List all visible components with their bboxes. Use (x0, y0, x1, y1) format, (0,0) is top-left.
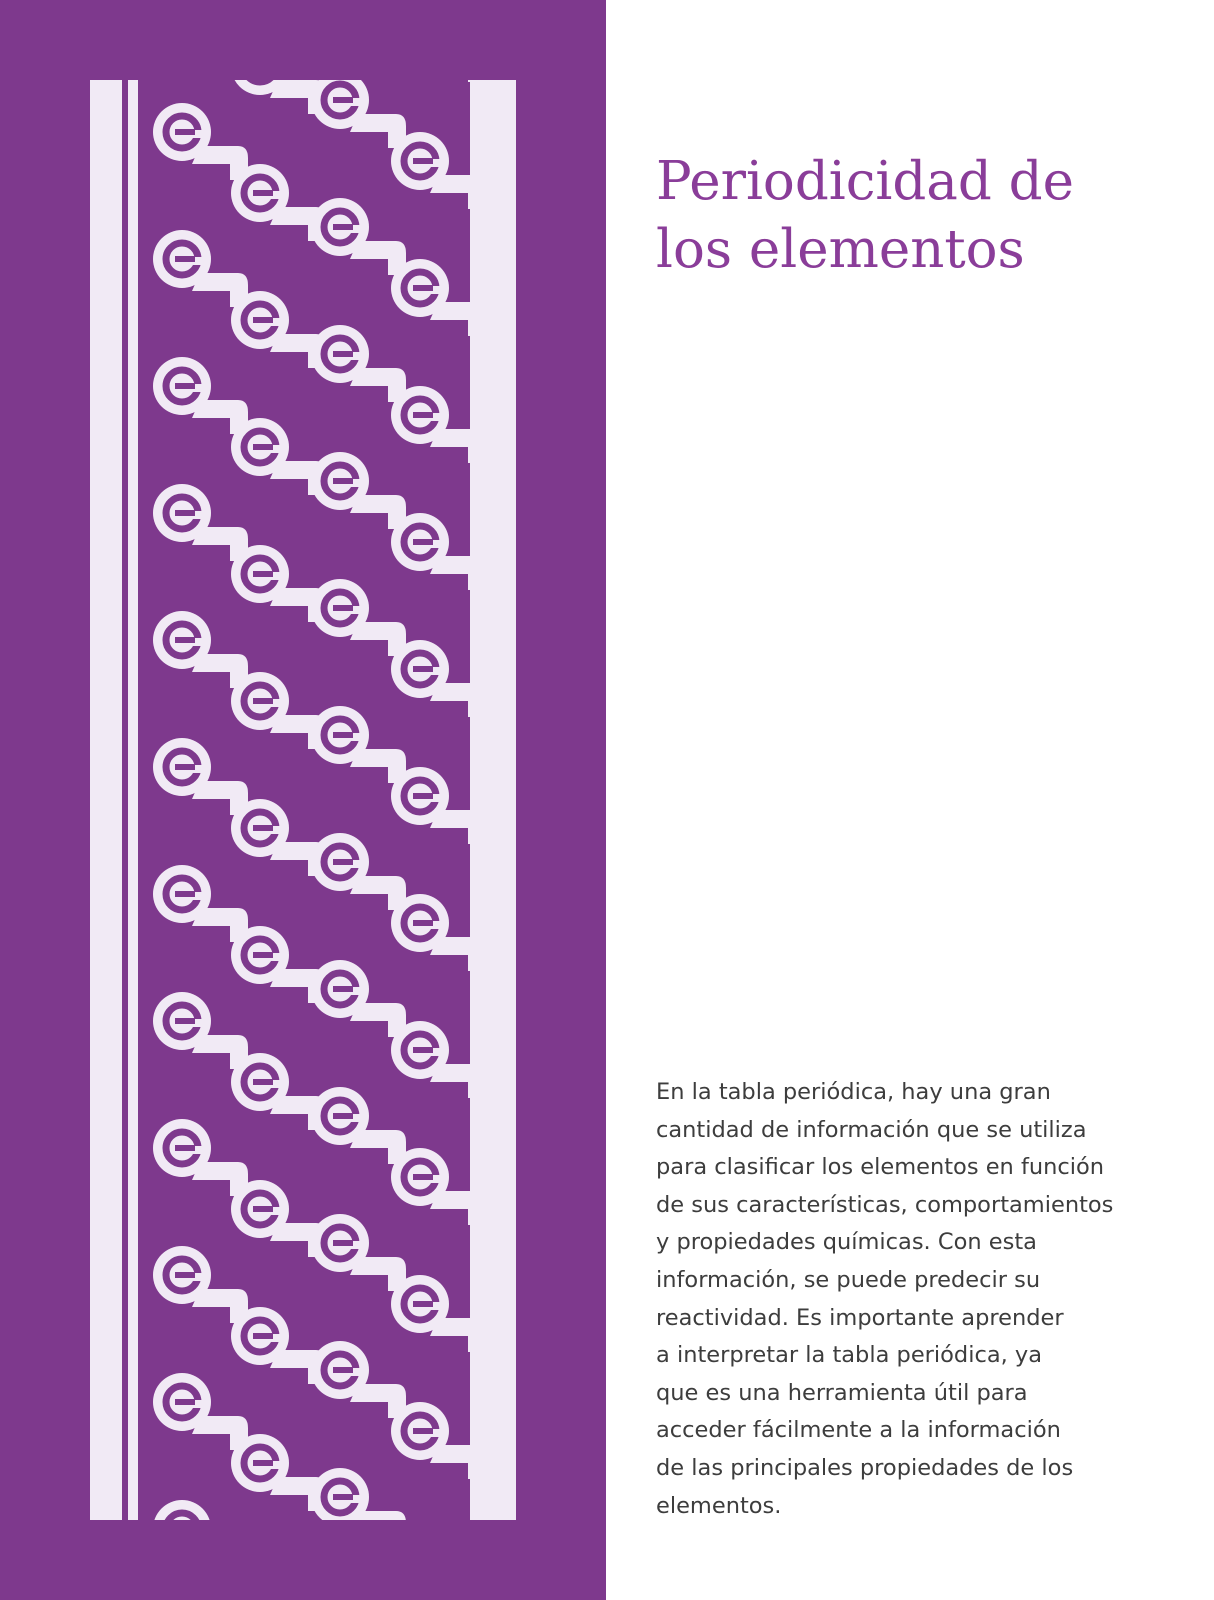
body-line: cantidad de información que se utiliza (656, 1116, 1087, 1143)
body-line: para clasificar los elementos en función (656, 1154, 1105, 1181)
body-line: acceder fácilmente a la información (656, 1417, 1061, 1444)
spiral-motif (311, 833, 406, 910)
spiral-fret-pattern (0, 0, 606, 1600)
body-line: a interpretar la tabla periódica, ya (656, 1342, 1043, 1369)
spiral-motif (153, 1119, 248, 1196)
spiral-motif (153, 103, 248, 180)
spiral-motif (311, 452, 406, 529)
spiral-motif (391, 1529, 486, 1600)
spiral-motif (311, 706, 406, 783)
spiral-motif (311, 325, 406, 402)
spiral-motif (153, 484, 248, 561)
spiral-motif (153, 230, 248, 307)
spiral-motif (311, 198, 406, 275)
body-paragraph (656, 1074, 1156, 1525)
title-line: los elementos (656, 219, 1025, 280)
spiral-motif (311, 579, 406, 656)
spiral-motif (153, 1500, 248, 1577)
spiral-motif (311, 1341, 406, 1418)
decorative-side-panel (0, 0, 606, 1600)
spiral-motif (311, 0, 406, 21)
body-line: elementos. (656, 1492, 782, 1519)
spiral-motif (153, 992, 248, 1069)
body-line: En la tabla periódica, hay una gran (656, 1079, 1051, 1105)
left-border-stripe-outer (90, 80, 122, 1520)
body-line: de sus características, comportamientos (656, 1191, 1114, 1218)
spiral-motif (311, 1087, 406, 1164)
body-line: información, se puede predecir su (656, 1266, 1041, 1293)
spiral-motif (153, 1246, 248, 1323)
spiral-motif (153, 738, 248, 815)
spiral-motif (153, 1373, 248, 1450)
spiral-motif (153, 357, 248, 434)
right-border-stripe (470, 80, 516, 1520)
spiral-motif (311, 71, 406, 148)
spiral-motif (311, 1468, 406, 1545)
spiral-motif (391, 5, 486, 82)
title-line: Periodicidad de (656, 151, 1074, 212)
left-border-stripe-inner (128, 80, 138, 1520)
spiral-motif (153, 0, 248, 53)
body-line: que es una herramienta útil para (656, 1379, 1028, 1406)
body-line: reactividad. Es importante aprender (656, 1304, 1064, 1331)
spiral-motif (311, 960, 406, 1037)
body-line: de las principales propiedades de los (656, 1454, 1074, 1481)
spiral-motif (311, 1214, 406, 1291)
spiral-motif (153, 865, 248, 942)
page-title (656, 148, 1176, 284)
body-line: y propiedades químicas. Con esta (656, 1229, 1037, 1256)
spiral-motif (153, 611, 248, 688)
